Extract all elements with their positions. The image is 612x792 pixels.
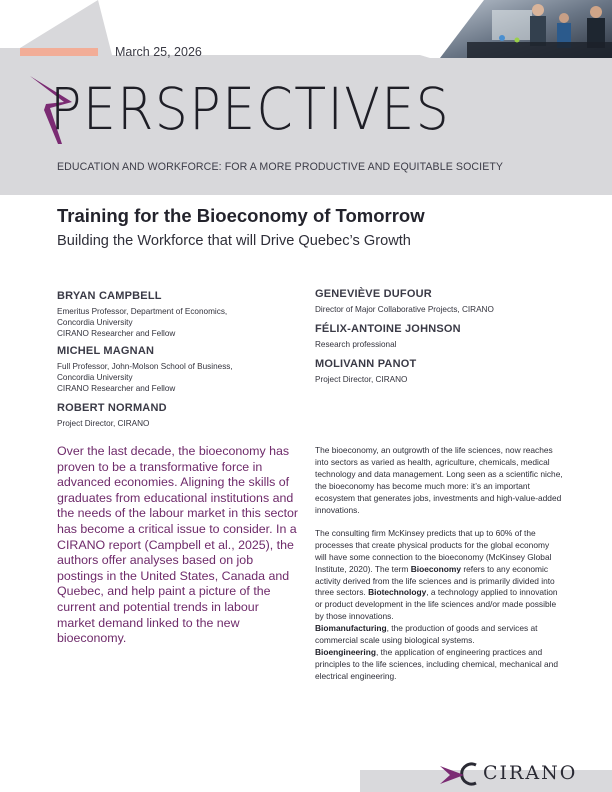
series-subtitle: EDUCATION AND WORKFORCE: FOR A MORE PRODUCTIVE AND EQUITABLE SOCIETY: [57, 161, 504, 173]
author-affiliation: Emeritus Professor, Department of Economics, Concordia University CIRANO Researcher and Fellow: [57, 307, 228, 338]
author-name: BRYAN CAMPBELL: [57, 290, 162, 302]
author-name: FÉLIX-ANTOINE JOHNSON: [315, 323, 461, 335]
publication-date: March 25, 2026: [115, 45, 202, 59]
body-paragraph: The bioeconomy, an outgrowth of the life sciences, now reaches into sectors as varied as health, agriculture, chemicals, medical technology and data management. Long seen as a scientific niche, the bioeconomy has become much more: it’s an important ecosystem that generates jobs, investments and high-value-added innovations.: [315, 445, 563, 515]
lead-paragraph: Over the last decade, the bioeconomy has proven to be a transformative force in advanced economies. Aligning the skills of graduates from educational institutions and the needs of the labour market in this sector has become a critical issue to consider. In a CIRANO report (Campbell et al., 2025), the authors offer analyses based on job postings in the United States, Canada and Quebec, and help paint a picture of the current and potential trends in labour market demand linked to the new bioeconomy.: [57, 444, 299, 646]
author-name: MICHEL MAGNAN: [57, 345, 155, 357]
body-paragraph: The consulting firm McKinsey predicts that up to 60% of the processes that create physical products for the global economy will have some connection to the bioeconomy (McKinsey Global Institute, 2020). The term Bioeconomy refers to any economic activity derived from the life sciences and is primarily divided into three sectors. Biotechnology, a technology applied to innovation or product development in the life sciences and/or made possible by those innovations. Biomanufacturing, the production of goods and services at commercial scale using biological systems. Bioengineering, the application of engineering practices and principles to the life sciences, including chemical, mechanical and electrical engineering.: [315, 527, 559, 681]
term-biomanufacturing: Biomanufacturing: [315, 623, 387, 634]
document-subtitle: Building the Workforce that will Drive Quebec’s Growth: [57, 233, 411, 249]
author-name: ROBERT NORMAND: [57, 402, 167, 414]
author-affiliation: Project Director, CIRANO: [57, 419, 150, 428]
author-affiliation: Project Director, CIRANO: [315, 375, 408, 384]
author-affiliation: Research professional: [315, 340, 397, 349]
author-name: GENEVIÈVE DUFOUR: [315, 288, 432, 300]
header-photo: [412, 0, 612, 58]
term-bioeconomy: Bioeconomy: [410, 563, 462, 574]
author-block: [57, 344, 307, 394]
author-block: [315, 357, 565, 385]
body-column: [315, 445, 563, 694]
document-title: Training for the Bioeconomy of Tomorrow: [57, 205, 425, 226]
author-block: [57, 401, 307, 429]
masthead-title: PERSPECTIVES: [50, 75, 451, 143]
author-affiliation: Director of Major Collaborative Projects, CIRANO: [315, 305, 494, 314]
term-bioengineering: Bioengineering: [315, 647, 376, 657]
author-block: [315, 287, 565, 315]
cirano-logo: CIRANO: [483, 762, 578, 784]
author-block: [57, 289, 307, 339]
term-biotechnology: Biotechnology: [368, 587, 427, 598]
author-affiliation: Full Professor, John-Molson School of Business, Concordia University CIRANO Researcher and Fellow: [57, 362, 233, 393]
author-block: [315, 322, 565, 350]
author-name: MOLIVANN PANOT: [315, 358, 417, 370]
